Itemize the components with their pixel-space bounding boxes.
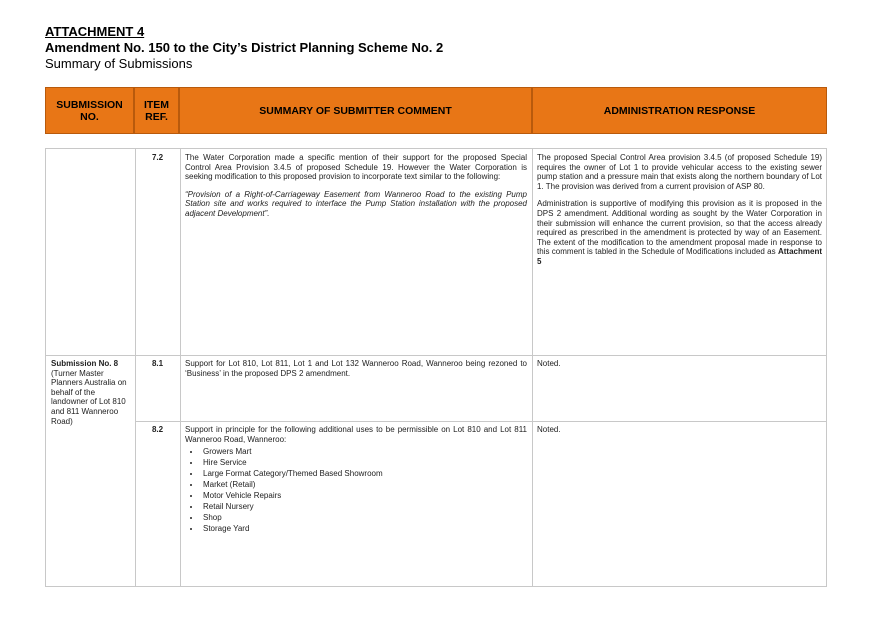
attachment-5-reference: Attachment 5 — [537, 247, 822, 266]
document-header — [45, 24, 443, 72]
row-divider — [46, 355, 826, 356]
list-item: • Shop — [201, 512, 527, 523]
comment-text: The Water Corporation made a specific mention of their support for the proposed Special Control Area Provision 3.4.5 of proposed Schedule 19. However the Water Corporation is seeking modification to this proposed provision to incorporate text similar to the following: — [185, 153, 527, 182]
column-header-submission-no: SUBMISSION NO. — [45, 87, 134, 134]
response-text: Noted. — [537, 359, 561, 368]
list-item: • Hire Service — [201, 457, 527, 468]
submissions-table — [45, 148, 827, 587]
attachment-title: ATTACHMENT 4 — [45, 24, 145, 39]
response-text-2: Administration is supportive of modifying this provision as it is proposed in the DPS 2 amendment. Additional wording as sought by the Water Corporation in their submission will enhance the current provision, so that the access already required as prescribed in the amendment is protected by way of an Easement. The extent of the modification to the amendment proposal made in response to this comment is tabled in the Schedule of Modifications included as Attachment 5 — [537, 199, 822, 266]
item-ref-8-1: 8.1 — [151, 359, 164, 368]
item-ref-8-2: 8.2 — [151, 425, 164, 434]
list-item: • Growers Mart — [201, 446, 527, 457]
list-item: • Retail Nursery — [201, 501, 527, 512]
response-text: Noted. — [537, 425, 561, 434]
column-header-item-ref: ITEM REF. — [134, 87, 179, 134]
additional-uses-list — [185, 446, 527, 534]
document-subtitle: Summary of Submissions — [45, 56, 193, 71]
column-divider — [532, 149, 533, 586]
list-item: • Market (Retail) — [201, 479, 527, 490]
submission-8-cell — [51, 359, 131, 426]
amendment-title: Amendment No. 150 to the City’s District Planning Scheme No. 2 — [45, 40, 444, 55]
item-ref-7-2: 7.2 — [151, 153, 164, 162]
table-row — [185, 425, 527, 534]
comment-quote: “Provision of a Right-of-Carriageway Easement from Wanneroo Road to the existing Pump Station site and works required to interface the Pump Station installation with the proposed adjacent Development”. — [185, 189, 527, 218]
row-divider — [135, 421, 826, 422]
comment-text: Support in principle for the following additional uses to be permissible on Lot 810 and Lot 811 Wanneroo Road, Wanneroo: — [185, 425, 527, 444]
list-item: • Storage Yard — [201, 523, 527, 534]
submission-label: Submission No. 8 — [51, 359, 119, 368]
column-header-response: ADMINISTRATION RESPONSE — [532, 87, 827, 134]
comment-text: Support for Lot 810, Lot 811, Lot 1 and Lot 132 Wanneroo Road, Wanneroo being rezoned to ‘Business’ in the proposed DPS 2 amendment. — [185, 359, 527, 378]
list-item: • Large Format Category/Themed Based Showroom — [201, 468, 527, 479]
response-cell — [537, 153, 822, 267]
column-header-summary: SUMMARY OF SUBMITTER COMMENT — [179, 87, 532, 134]
column-divider — [180, 149, 181, 586]
table-row — [185, 153, 527, 219]
submitter-detail: (Turner Master Planners Australia on behalf of the landowner of Lot 810 and 811 Wanneroo Road) — [51, 368, 127, 426]
list-item: • Motor Vehicle Repairs — [201, 490, 527, 501]
response-text: The proposed Special Control Area provision 3.4.5 (of proposed Schedule 19) requires the owner of Lot 1 to provide vehicular access to the existing sewer pump station and a pressure main that exists along the northern boundary of Lot 1. The provision was derived from a current provision of ASP 80. — [537, 153, 822, 191]
